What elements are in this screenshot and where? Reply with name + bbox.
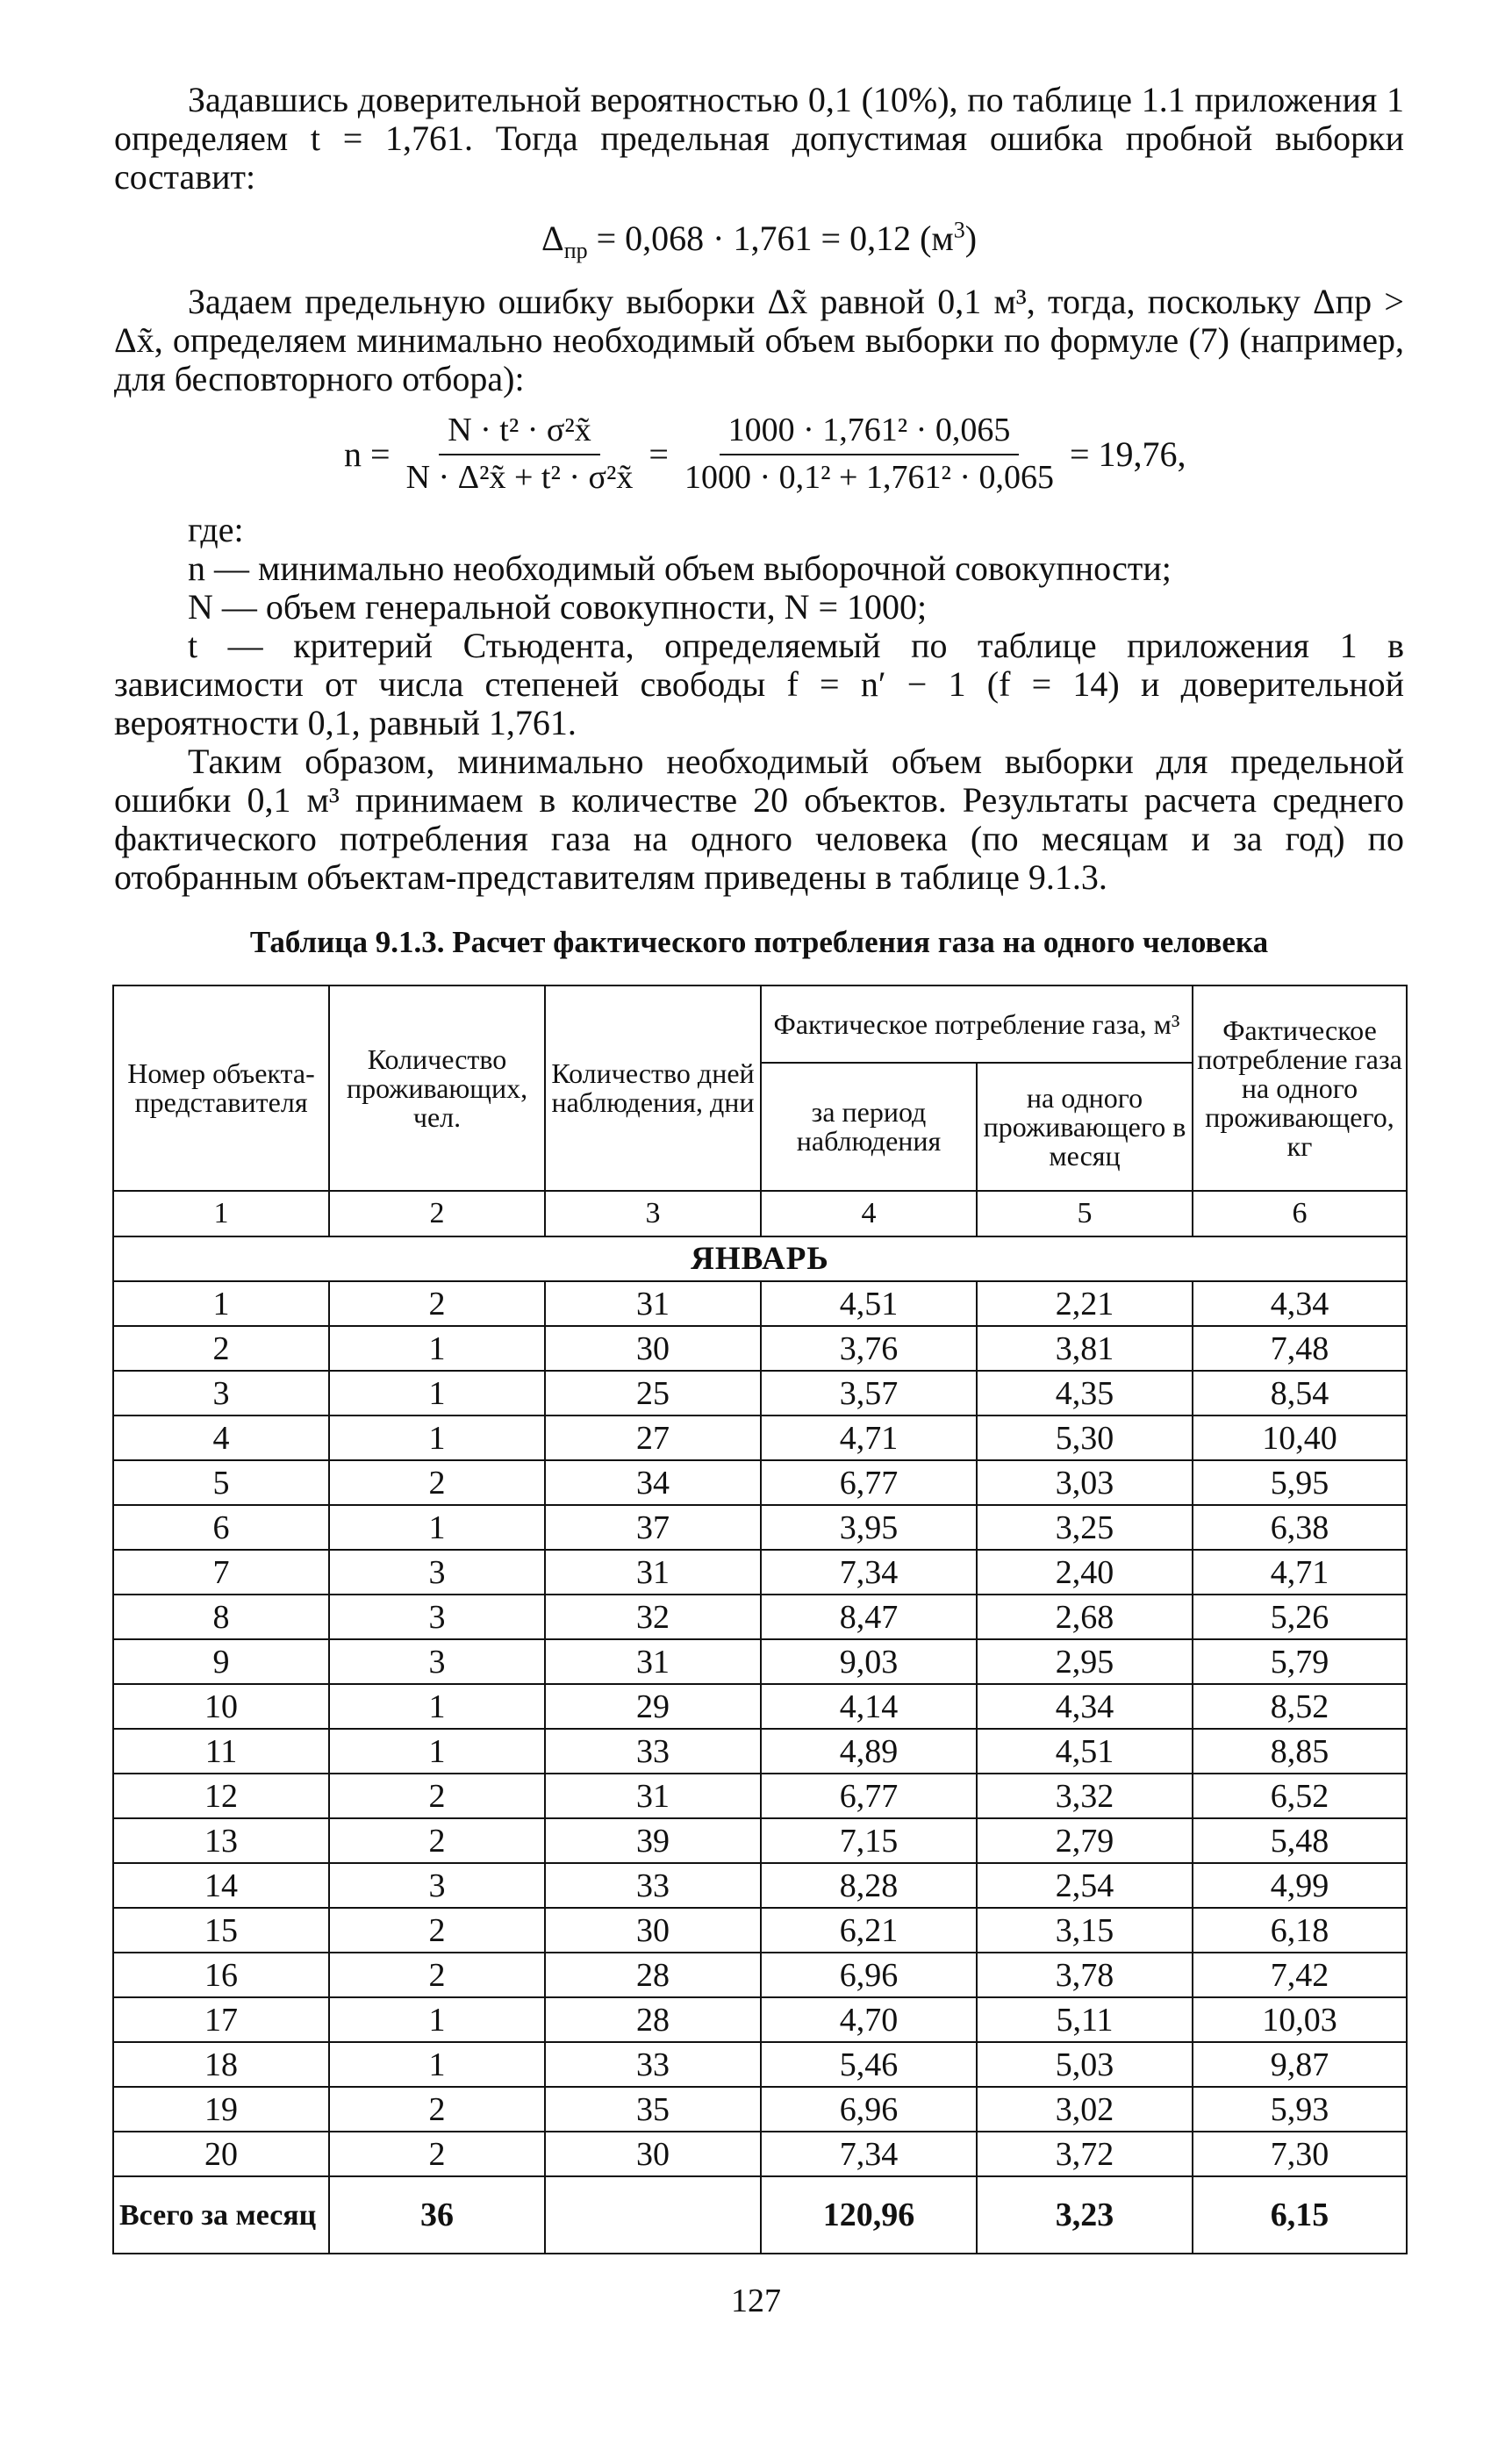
table-cell: 31: [545, 1639, 761, 1684]
table-cell: 3,72: [977, 2132, 1193, 2176]
paragraph-sample-size: Задаем предельную ошибку выборки Δx̃ равной 0,1 м³, тогда, поскольку Δпр > Δx̃, определяем минимально необходимый объем выборки по формуле (7) (например, для бесповторного отбора):: [114, 282, 1404, 398]
table-cell: 1: [329, 1371, 545, 1416]
table-row: [113, 1684, 1407, 1729]
table-cell: 7,34: [761, 1550, 977, 1595]
formula1-lhs: Δ: [541, 219, 564, 258]
table-cell: 15: [113, 1908, 329, 1953]
table-cell: 10,40: [1193, 1416, 1407, 1460]
table-cell: 11: [113, 1729, 329, 1774]
table-cell: 39: [545, 1818, 761, 1863]
table-cell: 1: [329, 1416, 545, 1460]
formula2-fraction-symbolic: [398, 412, 642, 496]
table-cell: 2,95: [977, 1639, 1193, 1684]
table-cell: 2,54: [977, 1863, 1193, 1908]
table-row: [113, 1505, 1407, 1550]
formula-sample-size: [114, 402, 1404, 505]
header-residents: Количество проживающих, чел.: [329, 985, 545, 1191]
table-cell: 2: [113, 1326, 329, 1371]
table-cell: 3: [329, 1639, 545, 1684]
table-cell: 2,68: [977, 1595, 1193, 1639]
table-cell: 7,34: [761, 2132, 977, 2176]
table-row: [113, 1326, 1407, 1371]
total-residents: 36: [329, 2176, 545, 2254]
table-row: [113, 1550, 1407, 1595]
header-period: за период наблюдения: [761, 1063, 977, 1191]
table-cell: 5,95: [1193, 1460, 1407, 1505]
formula2-frac1-denominator: N · Δ²x̃ + t² · σ²x̃: [405, 459, 634, 496]
table-cell: 6: [113, 1505, 329, 1550]
month-row: [113, 1236, 1407, 1281]
table-cell: 31: [545, 1550, 761, 1595]
table-row: [113, 1639, 1407, 1684]
table-cell: 3,32: [977, 1774, 1193, 1818]
table-cell: 2,79: [977, 1818, 1193, 1863]
formula2-frac2-denominator: 1000 · 0,1² + 1,761² · 0,065: [684, 459, 1054, 496]
table-cell: 5,26: [1193, 1595, 1407, 1639]
header-per-resident-month: на одного проживающего в месяц: [977, 1063, 1193, 1191]
paragraph-conclusion: Таким образом, минимально необходимый объем выборки для предельной ошибки 0,1 м³ принимаем в количестве 20 объектов. Результаты расчета среднего фактического потребления газа на одного человека (по месяцам и за год) по отобранным объектам-представителям приведены в таблице 9.1.3.: [114, 742, 1404, 897]
column-number: 6: [1193, 1191, 1407, 1236]
table-row: [113, 1281, 1407, 1326]
table-cell: 8,85: [1193, 1729, 1407, 1774]
table-cell: 6,96: [761, 1953, 977, 1997]
table-cell: 4,35: [977, 1371, 1193, 1416]
table-cell: 3: [329, 1863, 545, 1908]
table-cell: 3,78: [977, 1953, 1193, 1997]
table-cell: 3: [113, 1371, 329, 1416]
table-cell: 10,03: [1193, 1997, 1407, 2042]
formula2-frac2-numerator: 1000 · 1,761² · 0,065: [720, 412, 1020, 455]
total-label: Всего за месяц: [113, 2176, 329, 2254]
column-number: 3: [545, 1191, 761, 1236]
header-object-number: Номер объекта-представителя: [113, 985, 329, 1191]
table-cell: 5,46: [761, 2042, 977, 2087]
table-cell: 2,21: [977, 1281, 1193, 1326]
table-cell: 4,89: [761, 1729, 977, 1774]
definition-N: N — объем генеральной совокупности, N = 1000;: [188, 587, 928, 627]
table-cell: 2: [329, 1908, 545, 1953]
table-cell: 30: [545, 1326, 761, 1371]
table-cell: 4,34: [1193, 1281, 1407, 1326]
table-cell: 27: [545, 1416, 761, 1460]
table-cell: 4,51: [977, 1729, 1193, 1774]
table-cell: 4: [113, 1416, 329, 1460]
table-cell: 13: [113, 1818, 329, 1863]
table-cell: 3,03: [977, 1460, 1193, 1505]
formula1-unit-sup: 3: [953, 217, 965, 243]
table-cell: 9,03: [761, 1639, 977, 1684]
formula1-lhs-sub: пр: [563, 238, 588, 263]
table-cell: 6,21: [761, 1908, 977, 1953]
total-row: [113, 2176, 1407, 2254]
table-cell: 7,48: [1193, 1326, 1407, 1371]
table-cell: 33: [545, 2042, 761, 2087]
table-cell: 16: [113, 1953, 329, 1997]
table-cell: 17: [113, 1997, 329, 2042]
table-cell: 5,79: [1193, 1639, 1407, 1684]
table-cell: 30: [545, 2132, 761, 2176]
table-cell: 9: [113, 1639, 329, 1684]
page-number: 127: [731, 2283, 781, 2319]
total-days: [545, 2176, 761, 2254]
table-cell: 31: [545, 1281, 761, 1326]
table-cell: 5: [113, 1460, 329, 1505]
table-cell: 3,15: [977, 1908, 1193, 1953]
table-cell: 1: [329, 2042, 545, 2087]
gas-consumption-table: [112, 985, 1408, 2254]
where-label: где:: [188, 510, 244, 549]
page-content: [114, 81, 1404, 2254]
table-cell: 4,71: [761, 1416, 977, 1460]
table-row: [113, 1818, 1407, 1863]
table-cell: 1: [329, 1505, 545, 1550]
table-cell: 4,34: [977, 1684, 1193, 1729]
table-row: [113, 1953, 1407, 1997]
table-cell: 6,18: [1193, 1908, 1407, 1953]
header-days: Количество дней наблюдения, дни: [545, 985, 761, 1191]
table-cell: 8: [113, 1595, 329, 1639]
table-cell: 1: [329, 1684, 545, 1729]
table-cell: 19: [113, 2087, 329, 2132]
formula2-lhs: n =: [344, 434, 391, 474]
table-cell: 3,95: [761, 1505, 977, 1550]
table-row: [113, 1460, 1407, 1505]
table-cell: 2: [329, 2087, 545, 2132]
formula1-tail: ): [964, 219, 978, 258]
formula2-equals: =: [649, 434, 669, 474]
table-cell: 7: [113, 1550, 329, 1595]
table-cell: 6,77: [761, 1460, 977, 1505]
table-row: [113, 1863, 1407, 1908]
table-cell: 2: [329, 1281, 545, 1326]
table-cell: 3: [329, 1550, 545, 1595]
formula-margin-error: [114, 217, 1404, 263]
total-per-month: 3,23: [977, 2176, 1193, 2254]
table-cell: 8,47: [761, 1595, 977, 1639]
formula1-rhs: = 0,068 · 1,761 = 0,12 (м: [587, 219, 954, 258]
table-cell: 28: [545, 1953, 761, 1997]
table-caption: Таблица 9.1.3. Расчет фактического потребления газа на одного человека: [249, 925, 1269, 959]
table-row: [113, 1595, 1407, 1639]
table-cell: 35: [545, 2087, 761, 2132]
column-number: 2: [329, 1191, 545, 1236]
table-row: [113, 1416, 1407, 1460]
table-cell: 5,30: [977, 1416, 1193, 1460]
table-cell: 34: [545, 1460, 761, 1505]
table-cell: 1: [329, 1326, 545, 1371]
table-cell: 9,87: [1193, 2042, 1407, 2087]
column-number: 5: [977, 1191, 1193, 1236]
table-cell: 33: [545, 1863, 761, 1908]
table-cell: 30: [545, 1908, 761, 1953]
table-cell: 28: [545, 1997, 761, 2042]
definition-n: n — минимально необходимый объем выборочной совокупности;: [188, 548, 1172, 588]
table-row: [113, 1997, 1407, 2042]
table-cell: 29: [545, 1684, 761, 1729]
formula2-fraction-numeric: [676, 412, 1063, 496]
table-cell: 6,96: [761, 2087, 977, 2132]
formula2-frac1-numerator: N · t² · σ²x̃: [439, 412, 600, 455]
table-cell: 2: [329, 2132, 545, 2176]
table-cell: 3,02: [977, 2087, 1193, 2132]
table-cell: 33: [545, 1729, 761, 1774]
table-cell: 2: [329, 1460, 545, 1505]
table-cell: 5,48: [1193, 1818, 1407, 1863]
header-consumption-kg: Фактическое потребление газа на одного проживающего, кг: [1193, 985, 1407, 1191]
table-cell: 3,25: [977, 1505, 1193, 1550]
table-cell: 2: [329, 1818, 545, 1863]
table-cell: 4,70: [761, 1997, 977, 2042]
table-cell: 32: [545, 1595, 761, 1639]
table-cell: 8,54: [1193, 1371, 1407, 1416]
table-cell: 31: [545, 1774, 761, 1818]
table-cell: 7,30: [1193, 2132, 1407, 2176]
table-cell: 37: [545, 1505, 761, 1550]
table-cell: 8,52: [1193, 1684, 1407, 1729]
table-row: [113, 2087, 1407, 2132]
formula2-result: = 19,76,: [1070, 434, 1186, 474]
table-cell: 7,15: [761, 1818, 977, 1863]
table-cell: 4,14: [761, 1684, 977, 1729]
table-cell: 6,52: [1193, 1774, 1407, 1818]
table-cell: 3: [329, 1595, 545, 1639]
table-cell: 5,93: [1193, 2087, 1407, 2132]
table-cell: 2: [329, 1774, 545, 1818]
total-period: 120,96: [761, 2176, 977, 2254]
table-cell: 4,71: [1193, 1550, 1407, 1595]
column-number: 1: [113, 1191, 329, 1236]
definition-t: t — критерий Стьюдента, определяемый по таблице приложения 1 в зависимости от числа степеней свободы f = n′ − 1 (f = 14) и доверительной вероятности 0,1, равный 1,761.: [114, 626, 1404, 742]
month-label: ЯНВАРЬ: [113, 1236, 1407, 1281]
table-cell: 3,76: [761, 1326, 977, 1371]
table-cell: 20: [113, 2132, 329, 2176]
table-cell: 4,99: [1193, 1863, 1407, 1908]
total-kg: 6,15: [1193, 2176, 1407, 2254]
table-cell: 6,77: [761, 1774, 977, 1818]
table-cell: 4,51: [761, 1281, 977, 1326]
table-cell: 1: [329, 1997, 545, 2042]
table-row: [113, 1371, 1407, 1416]
table-cell: 2,40: [977, 1550, 1193, 1595]
table-cell: 12: [113, 1774, 329, 1818]
table-row: [113, 1729, 1407, 1774]
table-cell: 7,42: [1193, 1953, 1407, 1997]
table-cell: 6,38: [1193, 1505, 1407, 1550]
paragraph-intro: Задавшись доверительной вероятностью 0,1 (10%), по таблице 1.1 приложения 1 определяем t = 1,761. Тогда предельная допустимая ошибка пробной выборки составит:: [114, 80, 1404, 197]
table-row: [113, 1774, 1407, 1818]
table-cell: 5,03: [977, 2042, 1193, 2087]
table-cell: 18: [113, 2042, 329, 2087]
table-cell: 5,11: [977, 1997, 1193, 2042]
table-cell: 1: [113, 1281, 329, 1326]
table-cell: 10: [113, 1684, 329, 1729]
header-actual-consumption-group: Фактическое потребление газа, м³: [761, 985, 1193, 1063]
table-cell: 25: [545, 1371, 761, 1416]
column-numbers-row: [113, 1191, 1407, 1236]
table-cell: 2: [329, 1953, 545, 1997]
column-number: 4: [761, 1191, 977, 1236]
table-cell: 1: [329, 1729, 545, 1774]
table-row: [113, 2132, 1407, 2176]
table-cell: 8,28: [761, 1863, 977, 1908]
table-cell: 3,57: [761, 1371, 977, 1416]
table-row: [113, 1908, 1407, 1953]
table-cell: 3,81: [977, 1326, 1193, 1371]
table-cell: 14: [113, 1863, 329, 1908]
table-row: [113, 2042, 1407, 2087]
